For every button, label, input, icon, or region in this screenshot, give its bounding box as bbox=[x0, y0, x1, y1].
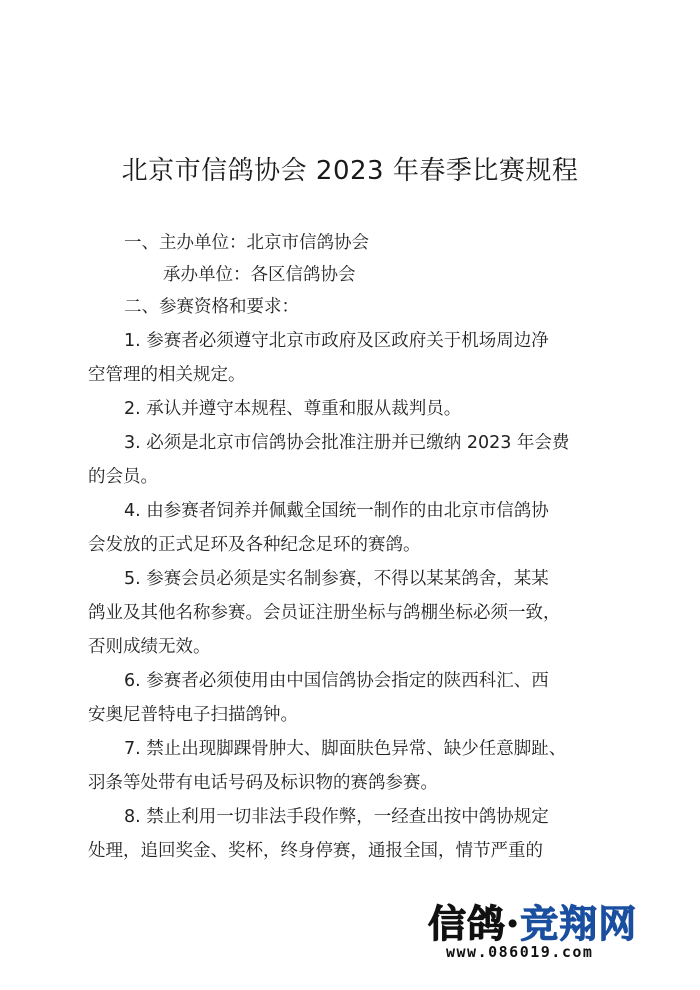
logo-text-left: 信鸽· bbox=[428, 901, 521, 946]
organizer-line: 一、主办单位：北京市信鸽协会 bbox=[124, 233, 369, 253]
paragraph-line: 8. 禁止利用一切非法手段作弊，一经查出按中鸽协规定 bbox=[124, 807, 549, 827]
paragraph-line: 的会员。 bbox=[88, 467, 158, 487]
paragraph-line: 空管理的相关规定。 bbox=[88, 365, 246, 385]
paragraph-line: 否则成绩无效。 bbox=[88, 637, 211, 657]
watermark-logo bbox=[428, 893, 668, 969]
paragraph-line: 2. 承认并遵守本规程、尊重和服从裁判员。 bbox=[124, 399, 462, 419]
paragraph-line: 鸽业及其他名称参赛。会员证注册坐标与鸽棚坐标必须一致， bbox=[88, 603, 561, 623]
logo-url: www.086019.com bbox=[446, 943, 594, 961]
paragraph-line: 3. 必须是北京市信鸽协会批准注册并已缴纳 2023 年会费 bbox=[124, 433, 570, 453]
paragraph-line: 4. 由参赛者饲养并佩戴全国统一制作的由北京市信鸽协 bbox=[124, 501, 549, 521]
paragraph-line: 6. 参赛者必须使用由中国信鸽协会指定的陕西科汇、西 bbox=[124, 671, 549, 691]
paragraph-line: 7. 禁止出现脚踝骨肿大、脚面肤色异常、缺少任意脚趾、 bbox=[124, 739, 567, 759]
logo-text-right: 竞翔网 bbox=[520, 901, 638, 946]
paragraph-line: 1. 参赛者必须遵守北京市政府及区政府关于机场周边净 bbox=[124, 331, 549, 351]
paragraph-line: 会发放的正式足环及各种纪念足环的赛鸽。 bbox=[88, 535, 421, 555]
document-title: 北京市信鸽协会 2023 年春季比赛规程 bbox=[121, 156, 579, 186]
logo-wordmark bbox=[428, 893, 637, 948]
paragraph-line: 安奥尼普特电子扫描鸽钟。 bbox=[88, 705, 298, 725]
requirements-heading: 二、参赛资格和要求： bbox=[124, 297, 299, 317]
paragraph-line: 羽条等处带有电话号码及标识物的赛鸽参赛。 bbox=[88, 773, 438, 793]
paragraph-line: 处理，追回奖金、奖杯，终身停赛，通报全国，情节严重的 bbox=[88, 841, 543, 861]
paragraph-line: 5. 参赛会员必须是实名制参赛，不得以某某鸽舍，某某 bbox=[124, 569, 549, 589]
co-organizer-line: 承办单位：各区信鸽协会 bbox=[163, 265, 356, 285]
